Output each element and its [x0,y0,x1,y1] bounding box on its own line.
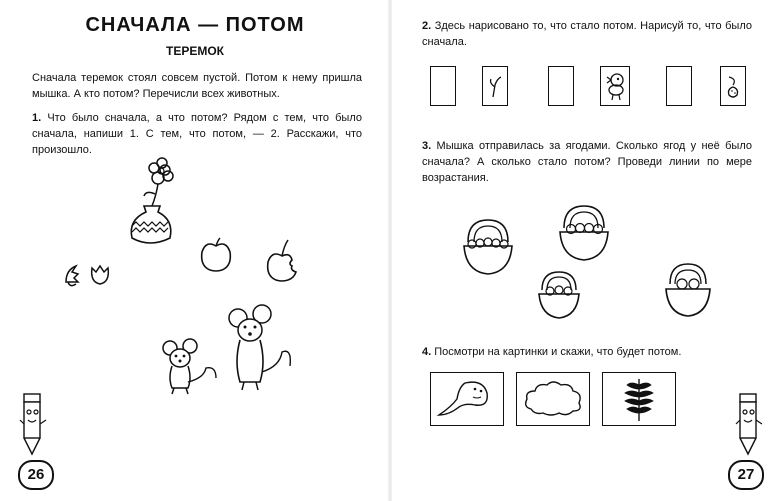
page-title: СНАЧАЛА — ПОТОМ [85,14,305,36]
pencil-mascot-icon [734,390,764,460]
apple-icon [198,236,234,276]
page-number: 27 [728,460,764,490]
task2-text: 2. Здесь нарисовано то, что стало потом. Нарисуй то, что было сначала. [422,20,752,48]
task4-cloud-box [516,372,590,426]
pencil-mascot-icon [18,390,48,460]
task2-empty-box-3[interactable] [666,66,692,106]
sprout-icon [485,73,505,99]
task2-empty-box-2[interactable] [548,66,574,106]
basket-5-berries-icon[interactable] [460,218,516,278]
task4-number: 4. [422,346,432,358]
bitten-apple-icon [264,240,300,284]
wheat-ear-icon [619,375,659,423]
task1-text: 1. Что было сначала, а что потом? Рядом с тем, что было сначала, напиши 1. С тем, что потом, — 2. Расскажи, что произошло. [32,112,362,156]
task2-sprout-box [482,66,508,106]
task4-text: 4. Посмотри на картинки и скажи, что будет потом. [422,346,682,358]
task3-text: 3. Мышка отправилась за ягодами. Сколько ягод у неё было сначала? А сколько стало потом? Проведи линии по мере возрастания. [422,140,752,184]
page-subtitle: ТЕРЕМОК [166,44,224,58]
chick-icon [603,71,627,101]
task4-tadpole-box [430,372,504,426]
basket-2-berries-icon[interactable] [662,262,714,320]
flower-vase-icon [120,160,180,250]
task4-wheat-box [602,372,676,426]
task1-number: 1. [32,112,42,124]
cloud-icon [521,379,585,419]
task2-empty-box-1[interactable] [430,66,456,106]
broken-eggshell-icon [62,260,112,290]
basket-4-berries-icon[interactable] [556,204,612,264]
task2-number: 2. [422,20,432,32]
tadpole-icon [435,377,499,421]
intro-text: Сначала теремок стоял совсем пустой. Потом к нему пришла мышка. А кто потом? Перечисли всех животных. [32,72,362,100]
right-page [390,0,780,501]
page-number: 26 [18,460,54,490]
task2-strawberry-box [720,66,746,106]
big-mouse-icon [228,306,298,392]
task3-number: 3. [422,140,432,152]
basket-3-berries-icon[interactable] [536,270,582,322]
strawberry-icon [723,73,743,99]
small-mouse-icon [158,338,228,398]
task2-chick-box [600,66,630,106]
